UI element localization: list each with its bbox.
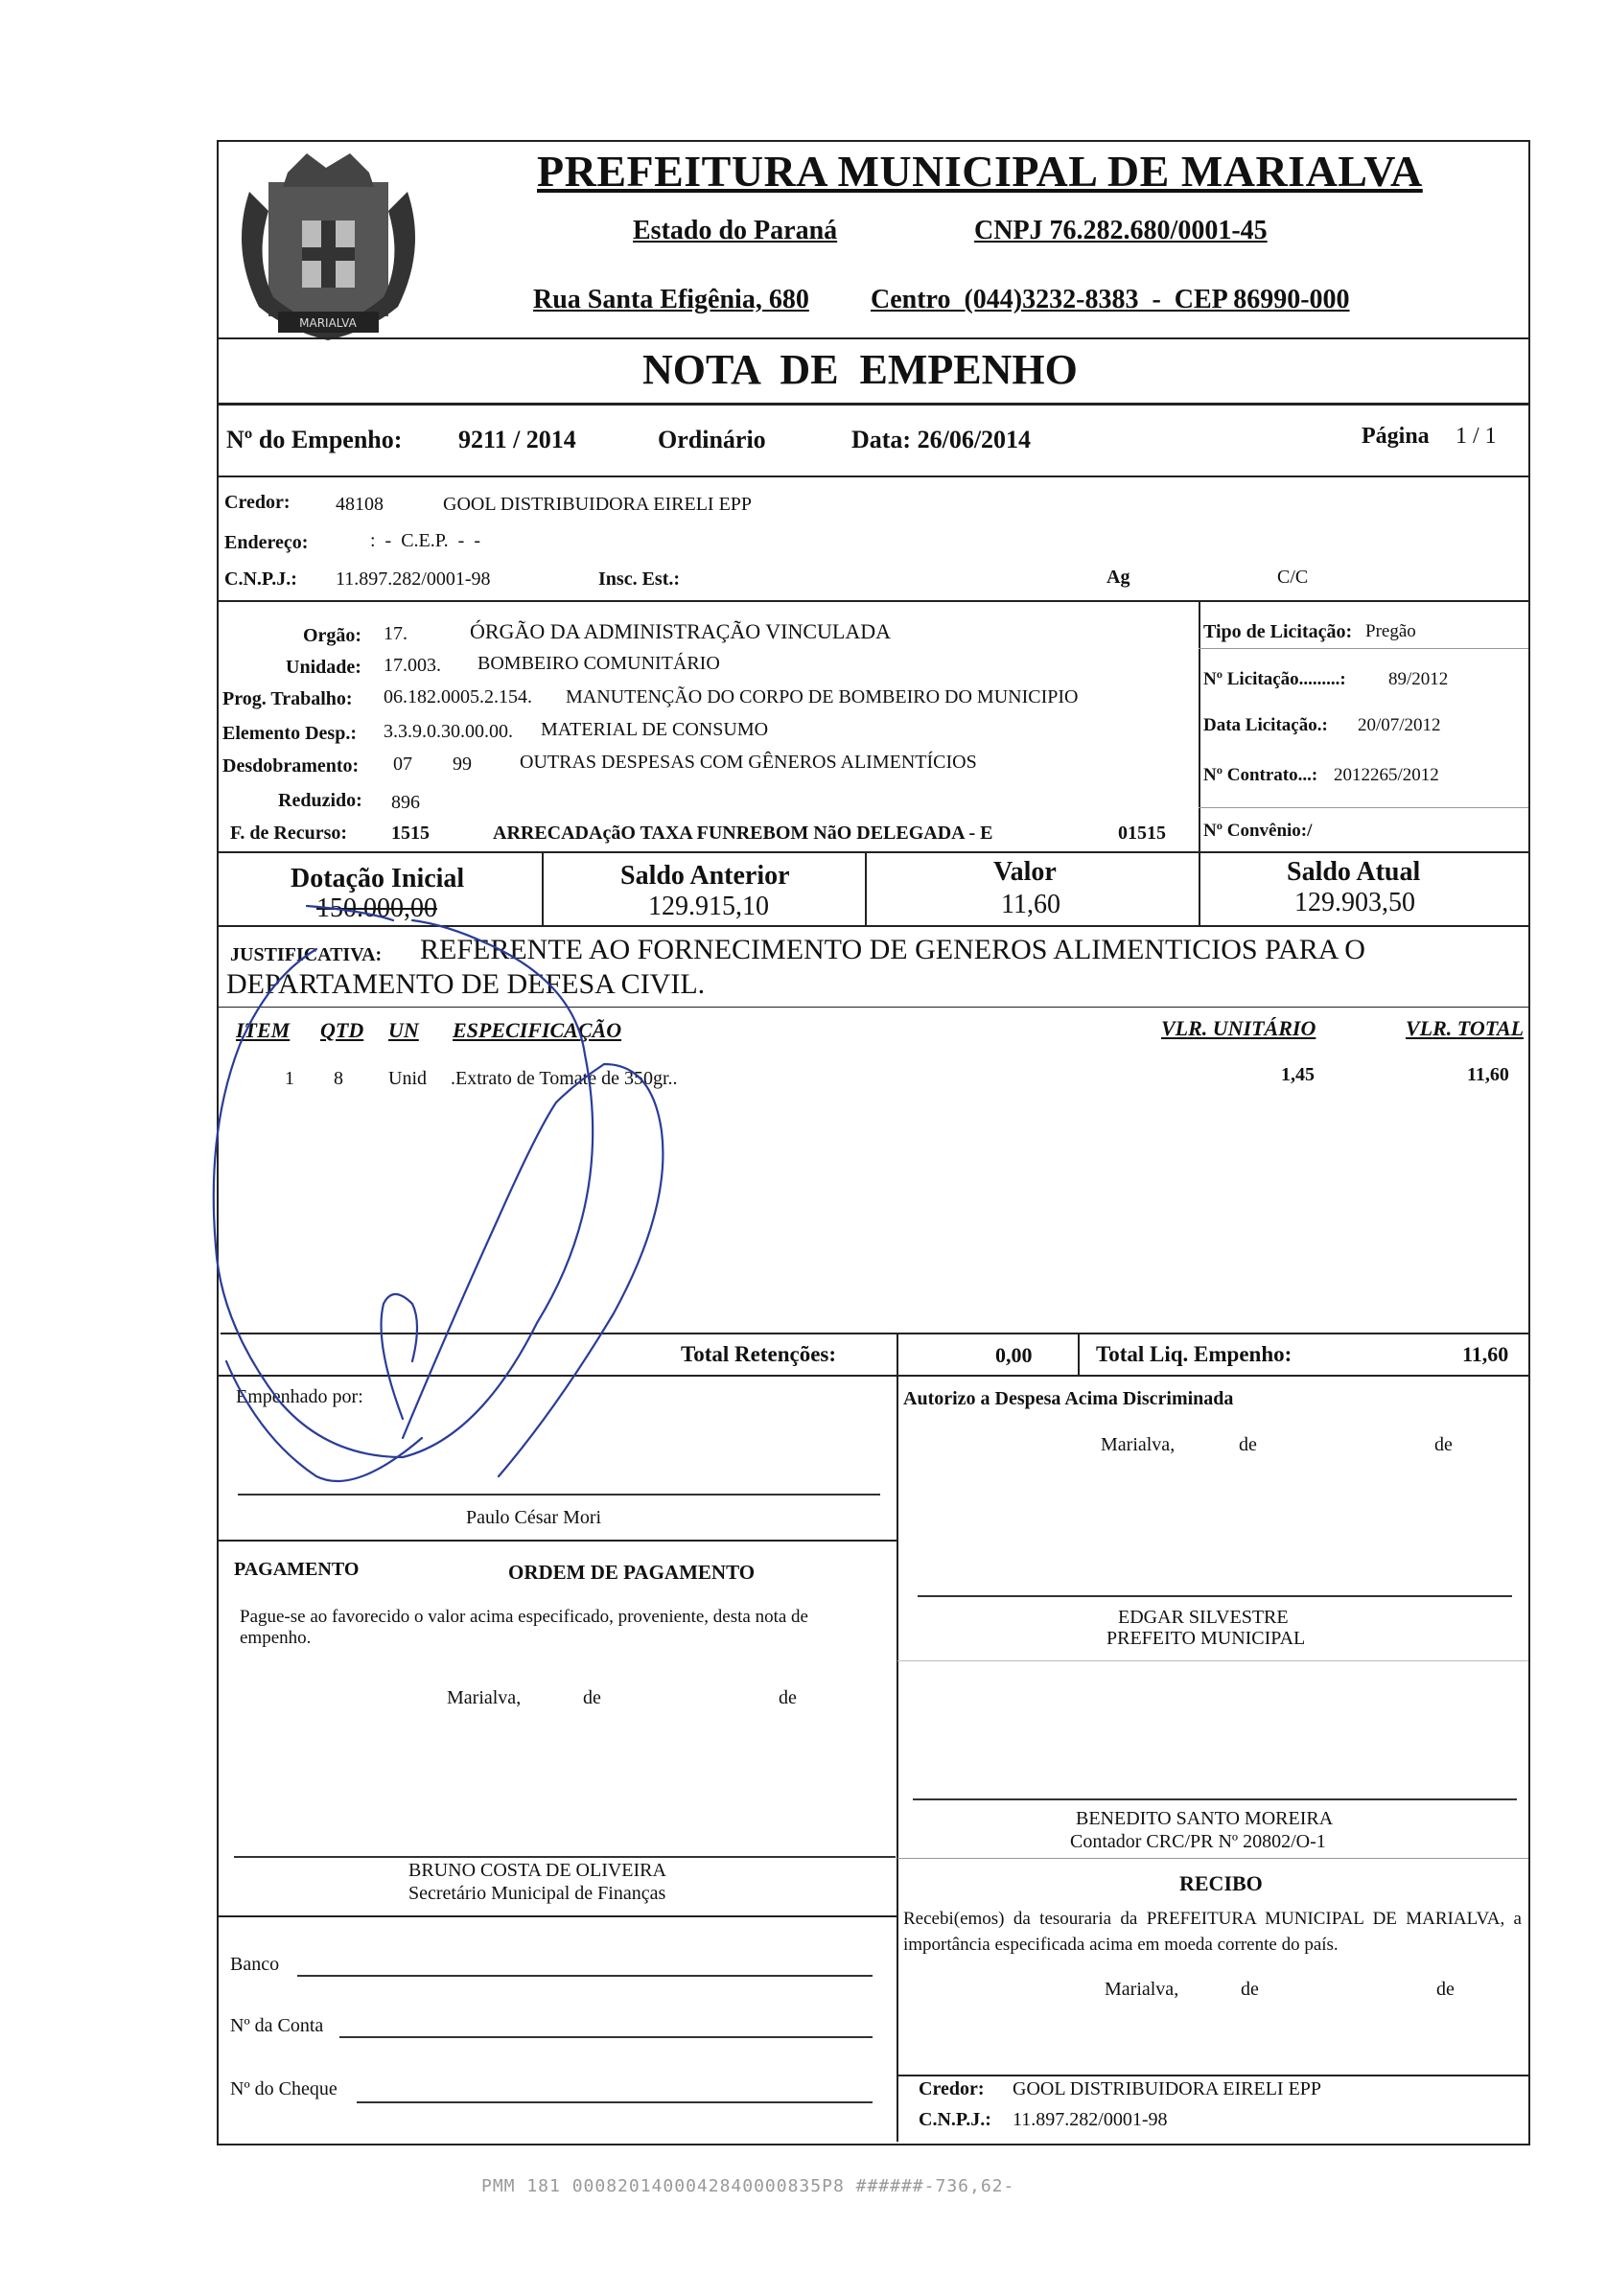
divider	[217, 403, 1528, 406]
coat-of-arms-logo	[230, 153, 427, 345]
date-city: Marialva,	[1101, 1434, 1176, 1455]
item-unit: 1,45	[1281, 1064, 1315, 1085]
recibo-label: RECIBO	[1179, 1871, 1263, 1895]
col-un: UN	[388, 1018, 419, 1042]
contador-role: Contador CRC/PR Nº 20802/O-1	[1070, 1831, 1326, 1852]
dotacao-value: 150.000,00	[316, 893, 437, 923]
date-de: de	[1436, 1979, 1455, 2000]
contrato-label: Nº Contrato...:	[1203, 765, 1318, 785]
unidade-label: Unidade:	[286, 657, 361, 678]
anterior-label: Saldo Anterior	[620, 861, 790, 891]
banco-line	[297, 1975, 873, 1977]
secretario-role: Secretário Municipal de Finanças	[408, 1883, 666, 1904]
divider	[217, 925, 1528, 927]
contrato-value: 2012265/2012	[1334, 765, 1439, 785]
cnpj-value: 11.897.282/0001-98	[336, 568, 491, 590]
date-de: de	[1241, 1979, 1259, 2000]
col-qtd: QTD	[320, 1018, 364, 1042]
insc-label: Insc. Est.:	[598, 568, 681, 590]
cheque-line	[357, 2101, 873, 2103]
unidade-name: BOMBEIRO COMUNITÁRIO	[477, 653, 720, 674]
elem-name: MATERIAL DE CONSUMO	[541, 719, 769, 740]
divider	[217, 337, 1528, 339]
divider	[897, 1375, 898, 2142]
endereco-label: Endereço:	[224, 532, 309, 553]
date-de: de	[1434, 1434, 1453, 1455]
valor-label: Valor	[993, 857, 1057, 887]
unidade-code: 17.003.	[384, 655, 441, 676]
divider	[217, 1915, 897, 1917]
num-licitacao-value: 89/2012	[1388, 669, 1449, 689]
recibo-text: Recebi(emos) da tesouraria da PREFEITURA MUNICIPAL DE MARIALVA, a importância especificada acima em moeda corrente do país.	[903, 1909, 1522, 1955]
signature-line	[918, 1595, 1512, 1597]
prog-code: 06.182.0005.2.154.	[384, 686, 532, 707]
col-item: ITEM	[236, 1018, 291, 1042]
credor-name: GOOL DISTRIBUIDORA EIRELI EPP	[443, 494, 753, 515]
cc-label: C/C	[1277, 567, 1309, 588]
recurso-name: ARRECADAçãO TAXA FUNREBOM NãO DELEGADA - E	[493, 823, 993, 844]
orgao-code: 17.	[384, 623, 408, 644]
divider	[1199, 807, 1528, 808]
conta-label: Nº da Conta	[230, 2015, 324, 2036]
col-espec: ESPECIFICAÇÃO	[453, 1018, 622, 1042]
data-licitacao-label: Data Licitação.:	[1203, 715, 1328, 735]
conta-line	[339, 2036, 873, 2038]
header-address: Centro (044)3232-8383 - CEP 86990-000	[871, 285, 1350, 314]
item-qtd: 8	[334, 1068, 343, 1089]
date-de: de	[583, 1687, 601, 1708]
banco-label: Banco	[230, 1954, 280, 1975]
signature-line	[234, 1856, 896, 1858]
prefeito-name: EDGAR SILVESTRE	[1118, 1607, 1289, 1628]
item-number: 1	[285, 1068, 294, 1089]
doc-title: NOTA DE EMPENHO	[642, 346, 1078, 393]
divider	[1199, 851, 1200, 925]
col-vlr-unit: VLR. UNITÁRIO	[1161, 1016, 1316, 1040]
atual-value: 129.903,50	[1294, 888, 1415, 917]
convenio-label: Nº Convênio:/	[1203, 821, 1313, 841]
orgao-label: Orgão:	[303, 625, 362, 646]
divider	[217, 1375, 1528, 1377]
header-title: PREFEITURA MUNICIPAL DE MARIALVA	[537, 147, 1423, 196]
recurso-label: F. de Recurso:	[230, 823, 348, 844]
empenho-label: Nº do Empenho:	[226, 426, 403, 453]
tipo-licitacao-value: Pregão	[1365, 621, 1416, 641]
recurso-code2: 01515	[1118, 823, 1166, 844]
justificativa-line2: DEPARTAMENTO DE DEFESA CIVIL.	[226, 968, 706, 1000]
prog-label: Prog. Trabalho:	[222, 688, 353, 709]
desd-label: Desdobramento:	[222, 755, 360, 777]
date-de: de	[779, 1687, 797, 1708]
header-street: Rua Santa Efigênia, 680	[533, 285, 809, 314]
item-total: 11,60	[1467, 1064, 1509, 1085]
recibo-cnpj-value: 11.897.282/0001-98	[1013, 2109, 1168, 2130]
divider	[217, 600, 1528, 602]
secretario-name: BRUNO COSTA DE OLIVEIRA	[408, 1860, 666, 1881]
ag-label: Ag	[1106, 567, 1130, 588]
justificativa-label: JUSTIFICATIVA:	[230, 944, 383, 965]
divider	[542, 851, 544, 925]
retencoes-value: 0,00	[995, 1343, 1033, 1367]
empenho-type: Ordinário	[658, 426, 766, 453]
date-city: Marialva,	[447, 1687, 522, 1708]
tipo-licitacao-label: Tipo de Licitação:	[1203, 621, 1353, 642]
recurso-code: 1515	[391, 823, 430, 844]
liq-label: Total Liq. Empenho:	[1096, 1342, 1293, 1366]
recibo-credor-label: Credor:	[919, 2078, 985, 2099]
elem-code: 3.3.9.0.30.00.00.	[384, 721, 513, 742]
signature-line	[913, 1798, 1517, 1800]
divider	[897, 1858, 1528, 1859]
recibo-cnpj-label: C.N.P.J.:	[919, 2109, 991, 2130]
dotacao-label: Dotação Inicial	[291, 864, 465, 893]
divider	[221, 1333, 1528, 1334]
orgao-name: ÓRGÃO DA ADMINISTRAÇÃO VINCULADA	[470, 619, 892, 643]
autorizo-label: Autorizo a Despesa Acima Discriminada	[903, 1388, 1234, 1409]
ordem-label: ORDEM DE PAGAMENTO	[508, 1561, 756, 1584]
cnpj-label: C.N.P.J.:	[224, 568, 297, 590]
signature-line	[238, 1494, 880, 1496]
empenho-date: Data: 26/06/2014	[851, 426, 1032, 453]
divider	[217, 1540, 897, 1542]
justificativa-line1: REFERENTE AO FORNECIMENTO DE GENEROS ALIMENTICIOS PARA O	[420, 934, 1365, 965]
prog-name: MANUTENÇÃO DO CORPO DE BOMBEIRO DO MUNICIPIO	[566, 686, 1079, 707]
page-label: Página	[1362, 424, 1430, 449]
desd-code1: 07	[393, 754, 412, 775]
item-un: Unid	[388, 1068, 427, 1089]
footer-barcode-text: PMM 181 0008201400042840000835P8 ######-736,62-	[481, 2176, 1015, 2196]
elem-label: Elemento Desp.:	[222, 723, 357, 744]
prefeito-role: PREFEITO MUNICIPAL	[1106, 1628, 1306, 1649]
liq-value: 11,60	[1462, 1342, 1509, 1366]
num-licitacao-label: Nº Licitação.........:	[1203, 669, 1346, 689]
valor-value: 11,60	[1001, 890, 1060, 919]
divider	[897, 1660, 1528, 1661]
desd-name: OUTRAS DESPESAS COM GÊNEROS ALIMENTÍCIOS	[520, 752, 977, 773]
reduzido-value: 896	[391, 792, 420, 813]
col-vlr-total: VLR. TOTAL	[1406, 1016, 1525, 1040]
date-city: Marialva,	[1105, 1979, 1179, 2000]
reduzido-label: Reduzido:	[278, 790, 362, 811]
desd-code2: 99	[453, 754, 472, 775]
divider	[217, 851, 1528, 853]
retencoes-label: Total Retenções:	[681, 1342, 837, 1366]
endereco-value: : - C.E.P. - -	[370, 530, 480, 551]
date-de: de	[1239, 1434, 1257, 1455]
divider	[1199, 648, 1528, 649]
header-cnpj: CNPJ 76.282.680/0001-45	[974, 216, 1268, 245]
divider	[897, 2075, 1528, 2076]
data-licitacao-value: 20/07/2012	[1358, 715, 1441, 735]
atual-label: Saldo Atual	[1287, 857, 1421, 887]
cheque-label: Nº do Cheque	[230, 2078, 338, 2099]
pagamento-label: PAGAMENTO	[234, 1559, 360, 1580]
svg-text:MARIALVA: MARIALVA	[299, 316, 357, 330]
divider	[1078, 1333, 1080, 1375]
empenhado-label: Empenhado por:	[236, 1386, 363, 1407]
credor-label: Credor:	[224, 492, 291, 513]
pague-text: Pague-se ao favorecido o valor acima especificado, proveniente, desta nota de empenho.	[240, 1607, 808, 1648]
item-espec: .Extrato de Tomate de 350gr..	[451, 1068, 678, 1089]
divider	[1199, 600, 1200, 851]
divider	[217, 475, 1528, 477]
divider	[217, 1007, 1528, 1008]
divider	[865, 851, 867, 925]
page-number: 1 / 1	[1456, 424, 1497, 449]
divider	[897, 1333, 898, 1375]
header-state: Estado do Paraná	[633, 216, 838, 245]
credor-code: 48108	[336, 494, 384, 515]
recibo-credor-name: GOOL DISTRIBUIDORA EIRELI EPP	[1013, 2078, 1322, 2099]
empenho-number: 9211 / 2014	[458, 426, 576, 453]
anterior-value: 129.915,10	[648, 892, 769, 921]
contador-name: BENEDITO SANTO MOREIRA	[1076, 1808, 1334, 1829]
empenhado-name: Paulo César Mori	[466, 1507, 602, 1528]
